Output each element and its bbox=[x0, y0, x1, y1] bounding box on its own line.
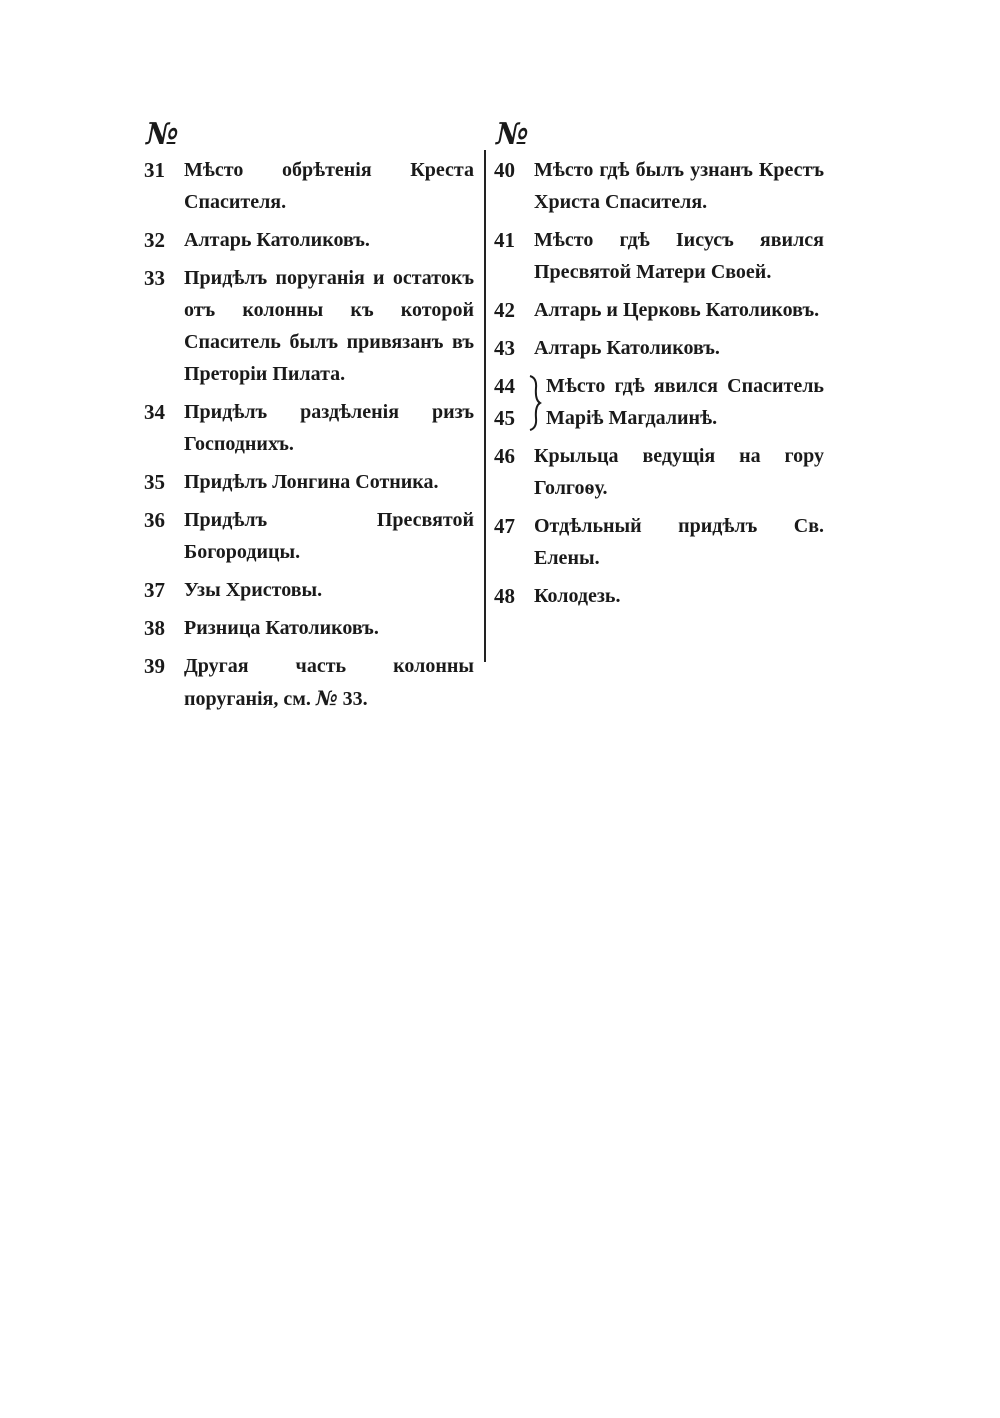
list-item bbox=[144, 466, 474, 498]
item-number: 48 bbox=[494, 584, 515, 608]
item-number: 40 bbox=[494, 158, 515, 182]
item-text: Отдѣльный придѣлъ Св. Елены. bbox=[534, 515, 824, 569]
item-text bbox=[184, 650, 474, 715]
item-number: 35 bbox=[144, 470, 165, 494]
list-item bbox=[144, 650, 474, 715]
item-text: Придѣлъ Пресвятой Богородицы. bbox=[184, 509, 474, 563]
item-text: Придѣлъ Лонгина Сотника. bbox=[184, 471, 439, 493]
item-text: Мѣсто гдѣ былъ узнанъ Крестъ Христа Спасителя. bbox=[534, 159, 824, 213]
list-item bbox=[144, 612, 474, 644]
item-number: 36 bbox=[144, 508, 165, 532]
item-number: 32 bbox=[144, 228, 165, 252]
item-text: Мѣсто гдѣ Іисусъ явился Пресвятой Матери Своей. bbox=[534, 229, 824, 283]
column-divider bbox=[484, 150, 486, 662]
list-item bbox=[494, 440, 824, 504]
list-item bbox=[144, 574, 474, 606]
item-number: 41 bbox=[494, 228, 515, 252]
list-item bbox=[144, 262, 474, 390]
reference-number: 33. bbox=[342, 688, 368, 710]
number-sign-heading: № bbox=[146, 117, 179, 152]
number-sign-reference: № bbox=[315, 686, 338, 710]
item-text: Крыльца ведущія на гору Голгоѳу. bbox=[534, 445, 824, 499]
list-item-braced bbox=[494, 370, 824, 434]
item-number: 34 bbox=[144, 400, 165, 424]
item-number: 37 bbox=[144, 578, 165, 602]
right-column bbox=[494, 118, 824, 618]
right-brace-icon bbox=[528, 370, 546, 434]
item-text: Алтарь и Церковь Католиковъ. bbox=[534, 299, 820, 321]
item-text: Мѣсто обрѣтенія Креста Спасителя. bbox=[184, 159, 474, 213]
item-number: 39 bbox=[144, 654, 165, 678]
number-sign-heading: № bbox=[496, 117, 529, 152]
left-column bbox=[144, 118, 474, 721]
item-number: 46 bbox=[494, 444, 515, 468]
list-item bbox=[494, 154, 824, 218]
item-number: 44 bbox=[494, 374, 515, 398]
item-number: 47 bbox=[494, 514, 515, 538]
list-item bbox=[494, 510, 824, 574]
item-text: Узы Христовы. bbox=[184, 579, 323, 601]
braced-numbers bbox=[494, 370, 528, 434]
list-item bbox=[494, 294, 824, 326]
item-text: Ризница Католиковъ. bbox=[184, 617, 379, 639]
list-item bbox=[144, 154, 474, 218]
list-item bbox=[494, 580, 824, 612]
item-text: Алтарь Католиковъ. bbox=[184, 229, 370, 251]
item-text-main: Другая часть колонны поруганія, см. bbox=[184, 655, 474, 710]
item-number: 33 bbox=[144, 266, 165, 290]
list-item bbox=[494, 224, 824, 288]
item-text: Колодезь. bbox=[534, 585, 621, 607]
item-text: Придѣлъ поруганія и остатокъ отъ колонны къ которой Спаситель былъ привязанъ въ Преторіи Пилата. bbox=[184, 267, 474, 385]
list-item bbox=[144, 224, 474, 256]
list-item bbox=[144, 396, 474, 460]
item-text: Алтарь Католиковъ. bbox=[534, 337, 720, 359]
list-item bbox=[144, 504, 474, 568]
item-text: Мѣсто гдѣ явился Спаситель Маріѣ Магдалинѣ. bbox=[546, 375, 824, 429]
item-number: 31 bbox=[144, 158, 165, 182]
item-number: 43 bbox=[494, 336, 515, 360]
item-number: 42 bbox=[494, 298, 515, 322]
list-item bbox=[494, 332, 824, 364]
item-number: 45 bbox=[494, 406, 515, 430]
item-number: 38 bbox=[144, 616, 165, 640]
item-text: Придѣлъ раздѣленія ризъ Господнихъ. bbox=[184, 401, 474, 455]
